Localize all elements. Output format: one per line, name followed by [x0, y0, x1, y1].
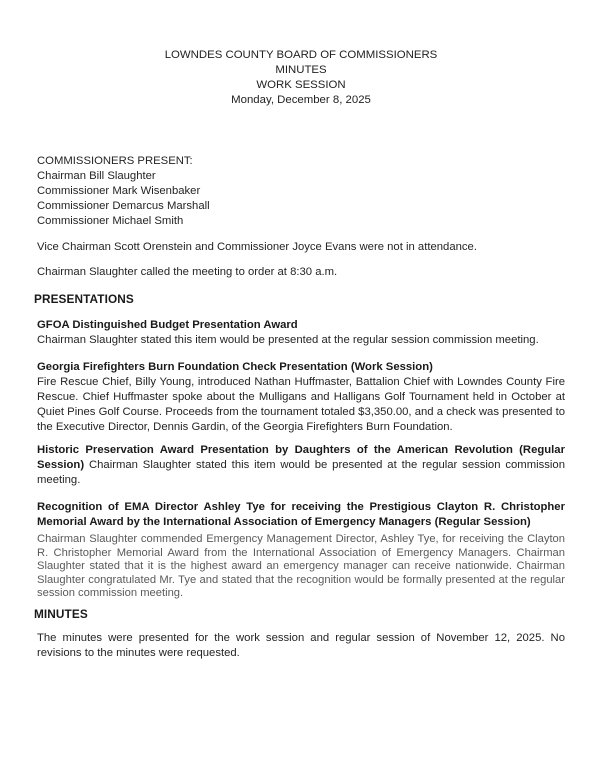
- gfoa-award-title: GFOA Distinguished Budget Presentation Award: [37, 319, 298, 331]
- commissioner-item: Commissioner Mark Wisenbaker: [37, 185, 201, 197]
- commissioner-item: Commissioner Michael Smith: [37, 215, 184, 227]
- absence-note: Vice Chairman Scott Orenstein and Commissioner Joyce Evans were not in attendance.: [37, 241, 477, 253]
- presentation-item-gfoa: [37, 318, 565, 348]
- presentation-item-firefighters: [37, 360, 565, 435]
- doc-subtitle-minutes: MINUTES: [275, 64, 327, 76]
- georgia-firefighters-title: Georgia Firefighters Burn Foundation Check Presentation (Work Session): [37, 361, 433, 373]
- gfoa-award-body: Chairman Slaughter stated this item would be presented at the regular session commission meeting.: [37, 334, 539, 346]
- historic-preservation-paragraph: [37, 443, 565, 488]
- call-to-order-note: Chairman Slaughter called the meeting to order at 8:30 a.m.: [37, 266, 338, 278]
- ema-recognition-body: Chairman Slaughter commended Emergency Management Director, Ashley Tye, for receiving the Clayton R. Christopher Memorial Award from the International Association of Emergency Managers. Chairman Slaughter stated that it is the highest award an emergency manager can receive nationwide. Chairman Slaughter congratulated Mr. Tye and stated that the recognition would be formally presented at the regular session commission meeting.: [37, 533, 565, 600]
- presentation-item-ema: [37, 500, 565, 601]
- ema-recognition-title: Recognition of EMA Director Ashley Tye for receiving the Prestigious Clayton R. Christopher Memorial Award by the International Association of Emergency Managers (Regular Session): [37, 501, 565, 528]
- commissioners-present-label: COMMISSIONERS PRESENT:: [37, 155, 193, 167]
- minutes-body: The minutes were presented for the work session and regular session of November 12, 2025. No revisions to the minutes were requested.: [37, 631, 565, 659]
- doc-date: Monday, December 8, 2025: [231, 94, 371, 106]
- commissioner-item: Commissioner Demarcus Marshall: [37, 200, 210, 212]
- section-heading-minutes: MINUTES: [34, 606, 88, 621]
- historic-preservation-title: Historic Preservation Award Presentation by Daughters of the American Revolution (Regular Session): [37, 444, 565, 471]
- attendance-block: [37, 154, 565, 280]
- commissioner-list: [37, 169, 565, 229]
- doc-title: LOWNDES COUNTY BOARD OF COMMISSIONERS: [164, 49, 438, 61]
- georgia-firefighters-body: Fire Rescue Chief, Billy Young, introduced Nathan Huffmaster, Battalion Chief with Lowndes County Fire Rescue. Chief Huffmaster spoke about the Mulligans and Halligans Golf Tournament held in October at Quiet Pines Golf Course. Proceeds from the tournament totaled $3,350.00, and a check was presented to the Executive Director, Dennis Gardin, of the Georgia Firefighters Burn Foundation.: [37, 376, 565, 433]
- doc-header: [37, 48, 565, 108]
- historic-preservation-body: Chairman Slaughter stated this item would be presented at the regular session commission meeting.: [37, 459, 565, 486]
- doc-subtitle-session: WORK SESSION: [256, 79, 346, 91]
- section-heading-presentations: PRESENTATIONS: [34, 292, 134, 306]
- commissioner-item: Chairman Bill Slaughter: [37, 170, 156, 182]
- presentation-item-historic: [37, 443, 565, 488]
